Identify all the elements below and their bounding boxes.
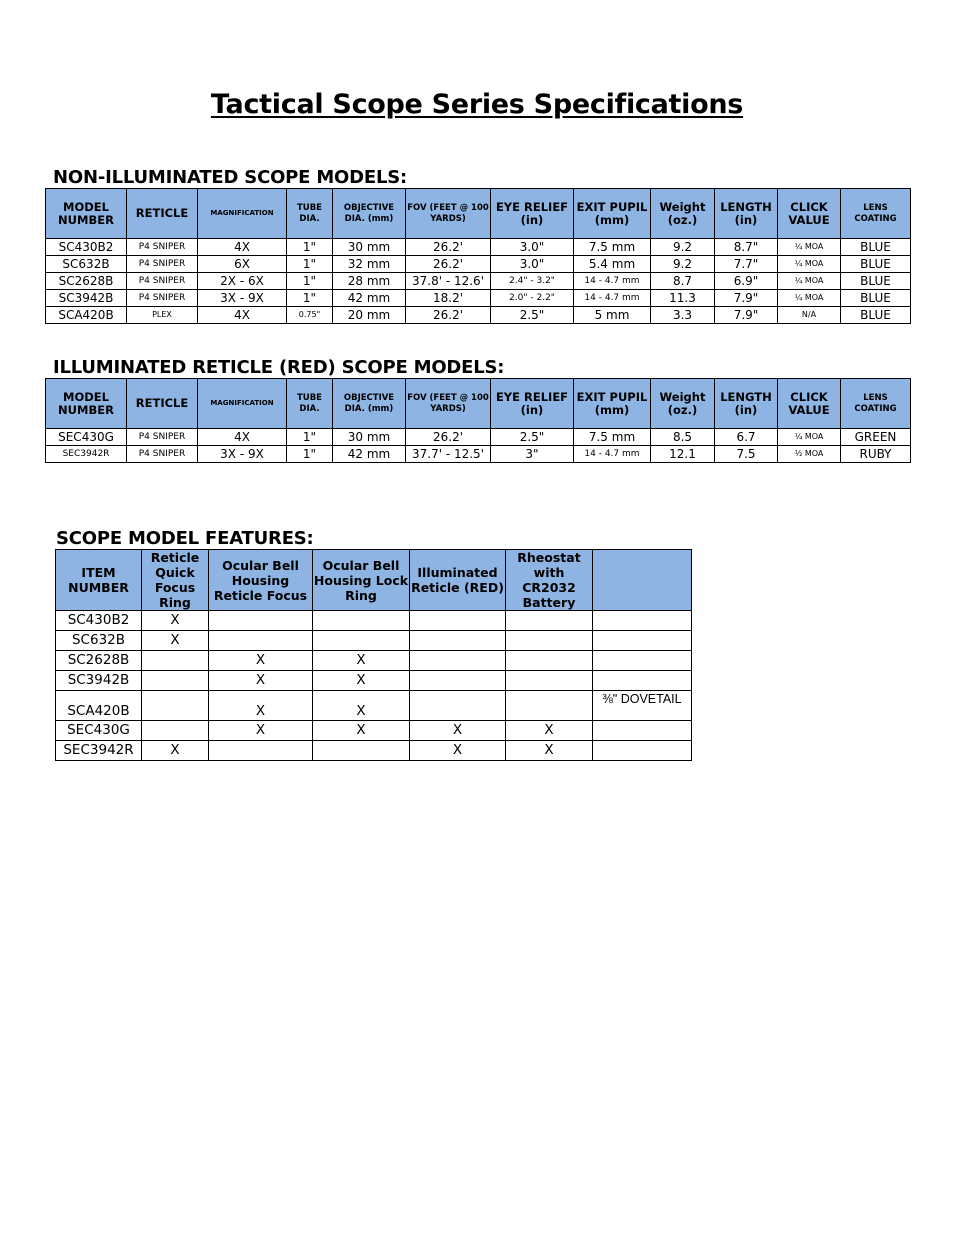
column-header: FOV (FEET @ 100 YARDS) [406,379,491,429]
table-cell [313,741,410,761]
table-cell [593,671,692,691]
column-header: Ocular Bell Housing Lock Ring [313,550,410,611]
table-cell: X [313,691,410,721]
table-cell [209,631,313,651]
table-cell: 4X [198,307,287,324]
table-cell: X [313,651,410,671]
table-cell: 20 mm [333,307,406,324]
column-header: Weight (oz.) [651,379,715,429]
table-row [56,741,692,761]
table-cell: 9.2 [651,239,715,256]
table-cell [209,741,313,761]
table-cell: ¼ MOA [778,290,841,307]
table-header-row [46,189,911,239]
column-header: LENGTH (in) [715,189,778,239]
column-header: FOV (FEET @ 100 YARDS) [406,189,491,239]
table-header-row [56,550,692,611]
table-cell: PLEX [127,307,198,324]
table-cell: 37.7' - 12.5' [406,446,491,463]
table-cell: SEC3942R [46,446,127,463]
table-cell: BLUE [841,290,911,307]
table-cell: SC3942B [56,671,142,691]
table-cell: 2.5" [491,429,574,446]
table-cell: 7.9" [715,290,778,307]
table-cell: 0.75" [287,307,333,324]
table-cell [410,691,506,721]
table-cell: P4 SNIPER [127,429,198,446]
table-cell: 3X - 9X [198,290,287,307]
table-cell: 1" [287,239,333,256]
column-header: Rheostat with CR2032 Battery [506,550,593,611]
table-cell: X [209,671,313,691]
column-header: MAGNIFICATION [198,379,287,429]
table-cell: ¼ MOA [778,239,841,256]
table-cell: 14 - 4.7 mm [574,446,651,463]
table-row [46,446,911,463]
column-header: CLICK VALUE [778,379,841,429]
table-cell [142,671,209,691]
table-cell: 2X - 6X [198,273,287,290]
table-cell [593,611,692,631]
table-cell: 2.5" [491,307,574,324]
table-cell: 32 mm [333,256,406,273]
table-cell: 6X [198,256,287,273]
table-cell [410,651,506,671]
table-cell [593,631,692,651]
table-cell: X [209,691,313,721]
table-cell: SC632B [46,256,127,273]
table-cell: 9.2 [651,256,715,273]
table-cell: 11.3 [651,290,715,307]
table-cell: 6.9" [715,273,778,290]
table-cell: SC3942B [46,290,127,307]
column-header: EYE RELIEF (in) [491,379,574,429]
features-section-title: SCOPE MODEL FEATURES: [56,528,314,549]
table-cell: X [142,631,209,651]
table-cell: 8.5 [651,429,715,446]
table-cell [506,611,593,631]
column-header: MODEL NUMBER [46,379,127,429]
table-cell: X [313,671,410,691]
table-cell [142,691,209,721]
illuminated-section-title: ILLUMINATED RETICLE (RED) SCOPE MODELS: [53,357,505,378]
table-header-row [46,379,911,429]
table-cell: SC2628B [46,273,127,290]
table-cell [142,721,209,741]
table-cell: GREEN [841,429,911,446]
table-cell: 42 mm [333,446,406,463]
table-cell: 14 - 4.7 mm [574,273,651,290]
column-header: LENS COATING [841,379,911,429]
column-header: MODEL NUMBER [46,189,127,239]
table-cell: 3.0" [491,239,574,256]
column-header: OBJECTIVE DIA. (mm) [333,379,406,429]
table-row [56,611,692,631]
table-cell: 26.2' [406,256,491,273]
table-cell: 1" [287,429,333,446]
table-cell: SC430B2 [56,611,142,631]
table-cell [506,671,593,691]
non-illuminated-spec-table [45,188,911,324]
table-cell: BLUE [841,307,911,324]
table-cell: SCA420B [56,691,142,721]
column-header: MAGNIFICATION [198,189,287,239]
column-header: TUBE DIA. [287,379,333,429]
table-cell: 37.8' - 12.6' [406,273,491,290]
features-table [55,549,692,761]
table-cell: X [209,651,313,671]
table-cell [593,721,692,741]
table-cell [313,611,410,631]
column-header: RETICLE [127,379,198,429]
table-cell: 28 mm [333,273,406,290]
table-cell: ½ MOA [778,446,841,463]
table-cell: BLUE [841,239,911,256]
table-row [46,239,911,256]
table-row [46,429,911,446]
table-cell: 7.9" [715,307,778,324]
column-header: OBJECTIVE DIA. (mm) [333,189,406,239]
table-cell: 5.4 mm [574,256,651,273]
column-header: EXIT PUPIL (mm) [574,189,651,239]
table-cell: 3.0" [491,256,574,273]
column-header: CLICK VALUE [778,189,841,239]
table-cell: 30 mm [333,239,406,256]
table-row [56,691,692,721]
column-header: LENS COATING [841,189,911,239]
table-cell [142,651,209,671]
table-cell: 7.7" [715,256,778,273]
table-cell: 1" [287,290,333,307]
column-header [593,550,692,611]
table-cell: SC430B2 [46,239,127,256]
table-cell [506,651,593,671]
table-row [46,256,911,273]
table-cell [593,741,692,761]
table-cell: 14 - 4.7 mm [574,290,651,307]
table-cell: X [313,721,410,741]
table-cell: P4 SNIPER [127,273,198,290]
table-cell: ¼ MOA [778,429,841,446]
table-row [56,631,692,651]
table-cell: ¼ MOA [778,273,841,290]
table-cell: P4 SNIPER [127,290,198,307]
table-cell: 26.2' [406,429,491,446]
table-cell: N/A [778,307,841,324]
column-header: RETICLE [127,189,198,239]
table-row [56,721,692,741]
table-cell: BLUE [841,256,911,273]
table-cell: X [506,721,593,741]
table-cell [410,631,506,651]
column-header: TUBE DIA. [287,189,333,239]
table-cell: 2.4" - 3.2" [491,273,574,290]
column-header: EXIT PUPIL (mm) [574,379,651,429]
table-cell: X [506,741,593,761]
table-cell: 3.3 [651,307,715,324]
table-cell: 7.5 [715,446,778,463]
table-cell [506,631,593,651]
table-cell: 26.2' [406,307,491,324]
table-cell: 1" [287,273,333,290]
table-cell: SEC3942R [56,741,142,761]
table-cell: 1" [287,446,333,463]
table-cell: SEC430G [46,429,127,446]
table-cell: 7.5 mm [574,239,651,256]
column-header: ITEM NUMBER [56,550,142,611]
non-illuminated-section-title: NON-ILLUMINATED SCOPE MODELS: [53,167,408,188]
table-cell: X [410,741,506,761]
column-header: Illuminated Reticle (RED) [410,550,506,611]
table-cell: X [142,741,209,761]
table-cell: 3X - 9X [198,446,287,463]
table-cell: 8.7" [715,239,778,256]
table-cell: RUBY [841,446,911,463]
column-header: EYE RELIEF (in) [491,189,574,239]
table-cell [506,691,593,721]
table-cell: 4X [198,239,287,256]
table-cell: X [410,721,506,741]
table-row [46,307,911,324]
column-header: Weight (oz.) [651,189,715,239]
table-row [46,273,911,290]
page-title: Tactical Scope Series Specifications [210,89,744,120]
table-cell: ⅜" DOVETAIL [593,691,692,721]
column-header: Reticle Quick Focus Ring [142,550,209,611]
table-cell: X [209,721,313,741]
table-cell: 18.2' [406,290,491,307]
table-cell: 12.1 [651,446,715,463]
table-cell [593,651,692,671]
column-header: LENGTH (in) [715,379,778,429]
table-cell: 26.2' [406,239,491,256]
table-row [46,290,911,307]
table-cell: P4 SNIPER [127,446,198,463]
table-cell: SC632B [56,631,142,651]
table-cell: 6.7 [715,429,778,446]
table-cell: 3" [491,446,574,463]
table-cell: 4X [198,429,287,446]
table-cell [209,611,313,631]
table-cell: 1" [287,256,333,273]
table-cell: P4 SNIPER [127,239,198,256]
table-cell: BLUE [841,273,911,290]
table-cell: 30 mm [333,429,406,446]
table-cell: 2.0" - 2.2" [491,290,574,307]
column-header: Ocular Bell Housing Reticle Focus [209,550,313,611]
table-cell: SC2628B [56,651,142,671]
table-cell [410,611,506,631]
table-cell: ¼ MOA [778,256,841,273]
table-cell: 8.7 [651,273,715,290]
table-row [56,651,692,671]
table-cell: SEC430G [56,721,142,741]
table-cell: SCA420B [46,307,127,324]
table-cell: X [142,611,209,631]
illuminated-spec-table [45,378,911,463]
table-cell [410,671,506,691]
table-cell: 42 mm [333,290,406,307]
table-cell: 5 mm [574,307,651,324]
table-row [56,671,692,691]
table-cell [313,631,410,651]
table-cell: P4 SNIPER [127,256,198,273]
table-cell: 7.5 mm [574,429,651,446]
